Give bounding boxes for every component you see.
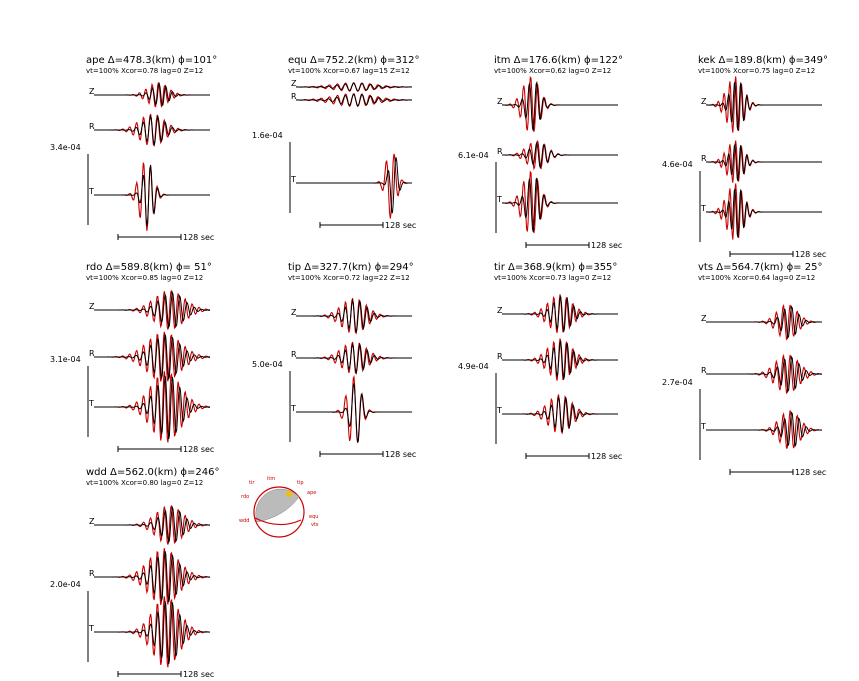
fit-stats: vt=100% Xcor=0.85 lag=0 Z=12 xyxy=(86,274,204,282)
mechanism-station-label: rdo xyxy=(241,494,250,500)
component-label-T: T xyxy=(89,399,94,408)
component-label-R: R xyxy=(89,569,95,578)
observed-trace-T xyxy=(502,398,618,432)
component-label-Z: Z xyxy=(701,314,707,323)
mechanism-station-label: tir xyxy=(249,480,255,486)
amplitude-label: 2.7e-04 xyxy=(662,378,693,387)
amplitude-label: 5.0e-04 xyxy=(252,360,283,369)
panel-title: rdo Δ=589.8(km) ϕ= 51° xyxy=(86,262,212,273)
station-panel-vts xyxy=(662,262,826,477)
amplitude-label: 4.6e-04 xyxy=(662,160,693,169)
component-label-T: T xyxy=(701,422,706,431)
amplitude-label: 3.4e-04 xyxy=(50,143,81,152)
amplitude-label: 3.1e-04 xyxy=(50,355,81,364)
fit-stats: vt=100% Xcor=0.80 lag=0 Z=12 xyxy=(86,479,204,487)
observed-trace-T xyxy=(94,165,210,226)
station-panel-wdd xyxy=(50,467,219,679)
panel-title: itm Δ=176.6(km) ϕ=122° xyxy=(494,55,624,66)
mechanism-station-label: wdd xyxy=(239,518,250,524)
observed-trace-R xyxy=(706,357,822,391)
time-scale-label: 128 sec xyxy=(183,670,215,679)
observed-trace-R xyxy=(296,94,412,105)
time-scale-label: 128 sec xyxy=(795,468,827,477)
station-panel-rdo xyxy=(50,262,214,454)
observed-trace-Z xyxy=(706,82,822,130)
fit-stats: vt=100% Xcor=0.75 lag=0 Z=12 xyxy=(698,67,816,75)
component-label-T: T xyxy=(497,195,502,204)
component-label-Z: Z xyxy=(701,97,707,106)
fit-stats: vt=100% Xcor=0.78 lag=0 Z=12 xyxy=(86,67,204,75)
component-label-R: R xyxy=(291,350,297,359)
component-label-T: T xyxy=(291,175,296,184)
component-label-Z: Z xyxy=(497,97,503,106)
observed-trace-T xyxy=(94,376,210,439)
panel-title: wdd Δ=562.0(km) ϕ=246° xyxy=(86,467,220,478)
station-panel-itm xyxy=(458,55,623,250)
component-label-Z: Z xyxy=(89,517,95,526)
component-label-T: T xyxy=(291,404,296,413)
fit-stats: vt=100% Xcor=0.67 lag=15 Z=12 xyxy=(288,67,410,75)
fit-stats: vt=100% Xcor=0.64 lag=0 Z=12 xyxy=(698,274,816,282)
synthetic-trace-T xyxy=(296,154,412,219)
panel-title: tir Δ=368.9(km) ϕ=355° xyxy=(494,262,618,273)
time-scale-label: 128 sec xyxy=(591,241,623,250)
component-label-T: T xyxy=(497,406,502,415)
observed-trace-Z xyxy=(296,83,412,91)
component-label-T: T xyxy=(701,204,706,213)
observed-trace-T xyxy=(94,601,210,664)
time-scale-label: 128 sec xyxy=(795,250,827,259)
panel-title: kek Δ=189.8(km) ϕ=349° xyxy=(698,55,828,66)
component-label-Z: Z xyxy=(291,79,297,88)
station-panel-tir xyxy=(458,262,622,461)
observed-trace-Z xyxy=(94,508,210,542)
observed-trace-R xyxy=(94,116,210,144)
observed-trace-R xyxy=(94,335,210,380)
observed-trace-R xyxy=(502,341,618,379)
component-label-R: R xyxy=(89,349,95,358)
station-panel-tip xyxy=(252,262,416,459)
panel-title: vts Δ=564.7(km) ϕ= 25° xyxy=(698,262,823,273)
observed-trace-Z xyxy=(296,301,412,332)
time-scale-label: 128 sec xyxy=(183,445,215,454)
mechanism-station-label: vts xyxy=(311,522,319,528)
time-scale-label: 128 sec xyxy=(385,221,417,230)
observed-trace-T xyxy=(706,189,822,237)
component-label-T: T xyxy=(89,624,94,633)
panel-title: tip Δ=327.7(km) ϕ=294° xyxy=(288,262,414,273)
fit-stats: vt=100% Xcor=0.72 lag=22 Z=12 xyxy=(288,274,410,282)
observed-trace-R xyxy=(502,143,618,168)
component-label-Z: Z xyxy=(291,308,297,317)
component-label-R: R xyxy=(701,154,707,163)
component-label-R: R xyxy=(89,122,95,131)
component-label-Z: Z xyxy=(497,306,503,315)
station-panel-ape xyxy=(50,55,217,242)
mechanism-station-label: itm xyxy=(267,476,276,482)
component-label-Z: Z xyxy=(89,302,95,311)
observed-trace-Z xyxy=(502,297,618,331)
time-scale-label: 128 sec xyxy=(385,450,417,459)
observed-trace-T xyxy=(296,157,412,213)
component-label-Z: Z xyxy=(89,87,95,96)
observed-trace-T xyxy=(706,413,822,446)
station-panel-kek xyxy=(662,55,828,259)
p-axis-marker xyxy=(286,491,292,497)
observed-trace-R xyxy=(94,551,210,602)
mechanism-station-label: equ xyxy=(309,514,319,520)
panel-title: equ Δ=752.2(km) ϕ=312° xyxy=(288,55,420,66)
component-label-R: R xyxy=(291,92,297,101)
amplitude-label: 1.6e-04 xyxy=(252,131,283,140)
observed-trace-T xyxy=(502,178,618,232)
fit-stats: vt=100% Xcor=0.62 lag=0 Z=12 xyxy=(494,67,612,75)
observed-trace-R xyxy=(706,145,822,181)
component-label-T: T xyxy=(89,187,94,196)
component-label-R: R xyxy=(497,147,503,156)
focal-mechanism xyxy=(239,476,319,537)
observed-trace-R xyxy=(296,344,412,372)
amplitude-label: 2.0e-04 xyxy=(50,580,81,589)
observed-trace-T xyxy=(296,384,412,443)
component-label-R: R xyxy=(701,366,707,375)
observed-trace-Z xyxy=(706,307,822,338)
station-panel-equ xyxy=(252,55,419,230)
time-scale-label: 128 sec xyxy=(183,233,215,242)
observed-trace-Z xyxy=(94,293,210,328)
observed-trace-Z xyxy=(502,83,618,131)
time-scale-label: 128 sec xyxy=(591,452,623,461)
component-label-R: R xyxy=(497,352,503,361)
amplitude-label: 6.1e-04 xyxy=(458,151,489,160)
mechanism-station-label: tip xyxy=(297,480,304,486)
amplitude-label: 4.9e-04 xyxy=(458,362,489,371)
panel-title: ape Δ=478.3(km) ϕ=101° xyxy=(86,55,218,66)
mechanism-station-label: ape xyxy=(307,490,317,496)
fit-stats: vt=100% Xcor=0.73 lag=0 Z=12 xyxy=(494,274,612,282)
